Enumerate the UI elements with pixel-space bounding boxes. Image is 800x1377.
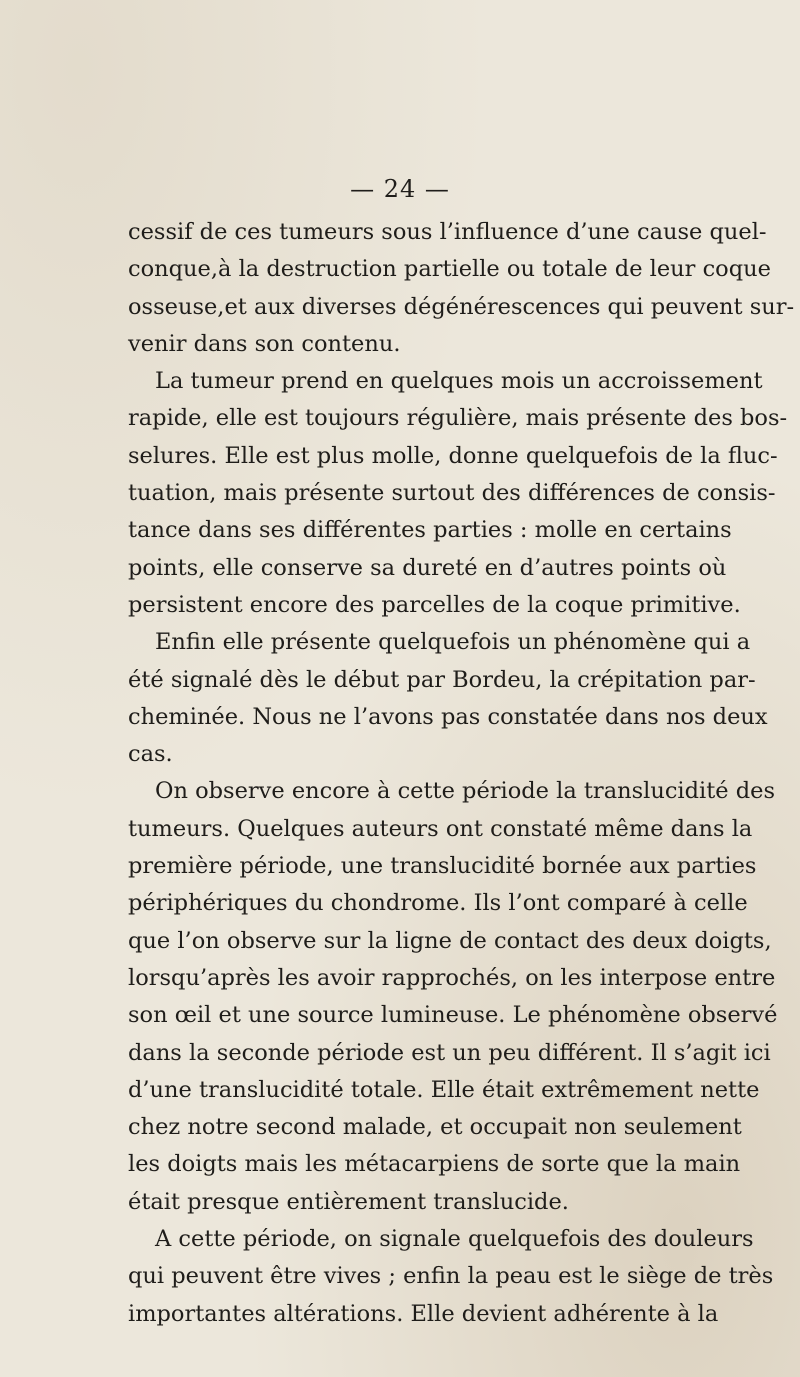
body-text [128,214,795,1333]
text-line: était presque entièrement translucide. [128,1188,569,1215]
text-line: conque,à la destruction partielle ou totale de leur coque [128,256,771,283]
text-line: cheminée. Nous ne l’avons pas constatée dans nos deux [128,703,768,730]
text-line: dans la seconde période est un peu différent. Il s’agit ici [128,1039,771,1066]
text-line: La tumeur prend en quelques mois un accroissement [155,368,763,395]
text-line: tuation, mais présente surtout des différences de consis- [128,480,776,507]
text-line: les doigts mais les métacarpiens de sorte que la main [128,1151,741,1178]
page-number: — 24 — [350,175,450,203]
text-line: points, elle conserve sa dureté en d’autres points où [128,554,727,581]
text-line: d’une translucidité totale. Elle était extrêmement nette [128,1076,760,1103]
text-line: lorsqu’après les avoir rapprochés, on les interpose entre [128,964,776,991]
text-line: selures. Elle est plus molle, donne quelquefois de la fluc- [128,442,778,469]
text-line: osseuse,et aux diverses dégénérescences qui peuvent sur- [128,293,795,320]
text-line: cessif de ces tumeurs sous l’influence d’une cause quel- [128,219,767,245]
text-line: persistent encore des parcelles de la coque primitive. [128,591,741,618]
text-line: rapide, elle est toujours régulière, mais présente des bos- [128,405,788,432]
text-line: A cette période, on signale quelquefois des douleurs [155,1226,754,1253]
text-line: qui peuvent être vives ; enfin la peau est le siège de très [128,1263,774,1290]
text-line: On observe encore à cette période la translucidité des [155,778,776,805]
text-line: que l’on observe sur la ligne de contact des deux doigts, [128,927,772,954]
text-line: été signalé dès le début par Bordeu, la crépitation par- [128,666,756,693]
text-line: son œil et une source lumineuse. Le phénomène observé [128,1002,778,1029]
text-line: tumeurs. Quelques auteurs ont constaté même dans la [128,815,753,842]
text-line: première période, une translucidité bornée aux parties [128,853,757,880]
text-line: tance dans ses différentes parties : molle en certains [128,517,732,544]
text-line: importantes altérations. Elle devient adhérente à la [128,1300,719,1327]
text-line: venir dans son contenu. [128,330,401,357]
text-line: cas. [128,741,173,768]
text-line: Enfin elle présente quelquefois un phénomène qui a [155,629,751,656]
text-line: périphériques du chondrome. Ils l’ont comparé à celle [128,890,748,917]
text-line: chez notre second malade, et occupait non seulement [128,1114,742,1141]
